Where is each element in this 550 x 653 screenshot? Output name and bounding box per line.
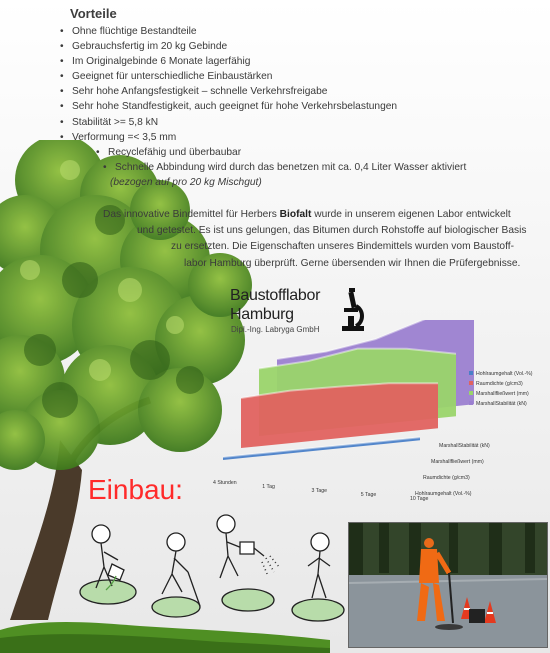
- paragraph-line: labor Hamburg überprüft. Gerne übersenden wir Ihnen die Prüfergebnisse.: [184, 257, 521, 269]
- paragraph-line: zu ersetzten. Die Eigenschaften unseres Bindemittels wurden vom Baustoff-: [171, 241, 514, 253]
- chart-depth-label: MarshallStabilität (kN): [439, 443, 490, 449]
- chart-x-tick: 4 Stunden: [213, 480, 237, 486]
- list-sub-item: • Recyclefähig und überbaubar: [96, 145, 466, 160]
- list-item: • Sehr hohe Standfestigkeit, auch geeignet für hohe Verkehrsbelastungen: [60, 99, 466, 114]
- lab-results-chart: [205, 320, 545, 510]
- legend-label: Hohlraumgehalt (Vol.-%): [476, 371, 533, 377]
- advantages-heading: Vorteile: [70, 6, 117, 21]
- chart-legend: [469, 371, 533, 407]
- chart-x-tick: 3 Tage: [311, 488, 327, 494]
- chart-depth-label: Marshallfließwert (mm): [431, 459, 484, 465]
- legend-swatch: [469, 371, 473, 375]
- installation-title: Einbau:: [88, 474, 183, 505]
- weight-note: (bezogen auf pro 20 kg Mischgut): [110, 176, 262, 188]
- installation-photo: [348, 522, 548, 648]
- chart-axis-layer: [213, 443, 490, 502]
- list-sub-item: • Schnelle Abbindung wird durch das benetzen mit ca. 0,4 Liter Wasser aktiviert: [103, 160, 466, 175]
- description-paragraph: [88, 207, 540, 272]
- legend-label: Marshallfließwert (mm): [476, 391, 529, 397]
- paragraph-line: und getestet. Es ist uns gelungen, das Bitumen durch Rohstoffe auf biologischer Basis: [137, 225, 527, 237]
- list-item: • Im Originalgebinde 6 Monate lagerfähig: [60, 54, 466, 69]
- paragraph-line: [88, 207, 540, 223]
- chart-depth-label: Hohlraumgehalt (Vol.-%): [415, 491, 472, 497]
- list-item: • Geeignet für unterschiedliche Einbaustärken: [60, 69, 466, 84]
- paragraph-text: wurde in unserem eigenen Labor entwickelt: [311, 209, 511, 220]
- chart-x-tick: 5 Tage: [360, 492, 377, 498]
- list-item: • Verformung =< 3,5 mm: [60, 130, 466, 145]
- chart-series-layer: [223, 320, 474, 460]
- lab-logo-subtitle: Dipl.-Ing. Labryga GmbH: [231, 325, 320, 334]
- legend-swatch: [469, 401, 473, 405]
- chart-x-tick: 10 Tage: [410, 496, 429, 502]
- worker-photo-image: [349, 523, 547, 647]
- list-item: • Ohne flüchtige Bestandteile: [60, 24, 466, 39]
- advantages-list: [60, 24, 466, 190]
- list-item: • Stabilität >= 5,8 kN: [60, 115, 466, 130]
- list-item: • Sehr hohe Anfangsfestigkeit – schnelle Verkehrsfreigabe: [60, 84, 466, 99]
- product-name: Biofalt: [279, 209, 312, 220]
- legend-swatch: [469, 381, 473, 385]
- legend-label: MarshallStabilität (kN): [476, 401, 527, 407]
- installation-steps-illustration: [76, 512, 346, 632]
- lab-logo-city: Hamburg: [230, 306, 294, 323]
- legend-label: Raumdichte (g/cm3): [476, 381, 523, 387]
- lab-logo-name: Baustofflabor: [230, 287, 321, 304]
- list-item: • Gebrauchsfertig im 20 kg Gebinde: [60, 39, 466, 54]
- chart-x-tick: 1 Tag: [262, 484, 275, 490]
- legend-swatch: [469, 391, 473, 395]
- chart-depth-label: Raumdichte (g/cm3): [423, 475, 470, 481]
- paragraph-text: Das innovative Bindemittel für Herbers: [103, 209, 280, 220]
